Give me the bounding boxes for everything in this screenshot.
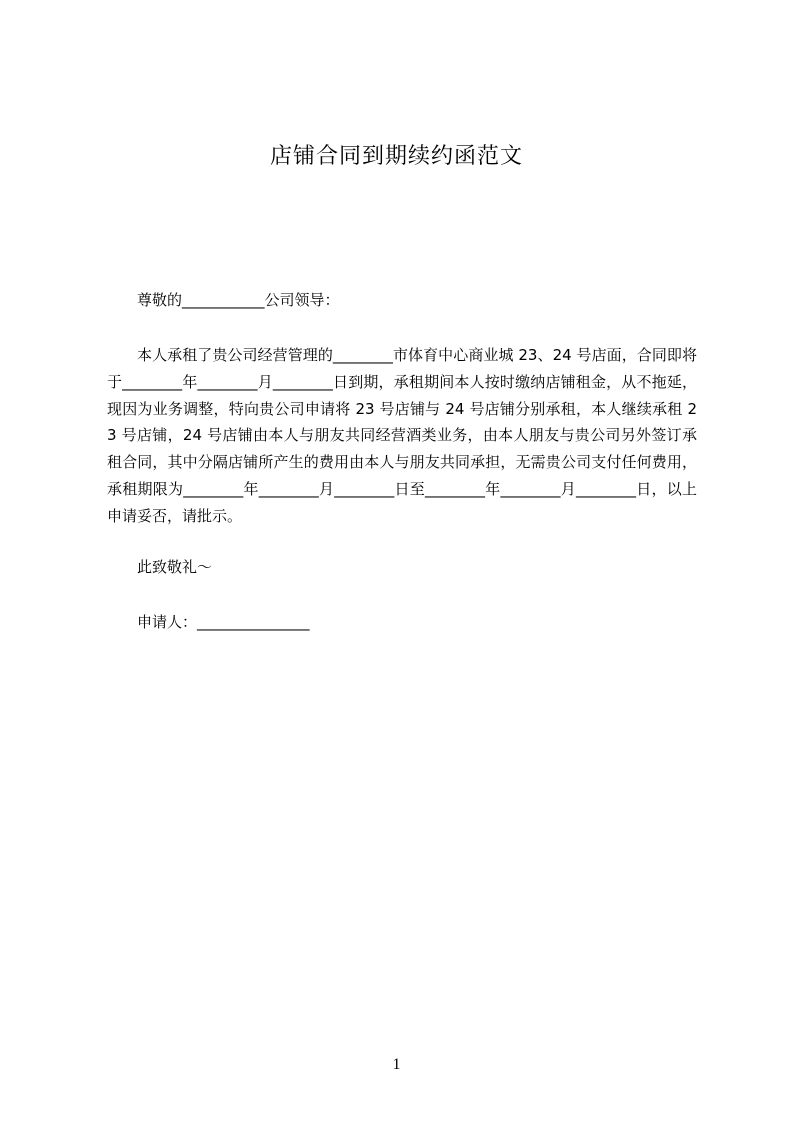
page-number: 1 xyxy=(392,1056,401,1073)
salutation: 尊敬的___________公司领导： xyxy=(137,291,340,309)
document-title: 店铺合同到期续约函范文 xyxy=(269,144,523,169)
signature-line: 申请人：_______________ xyxy=(137,613,310,631)
closing-line: 此致敬礼～ xyxy=(137,558,213,576)
body-paragraph: 本人承租了贵公司经营管理的________市体育中心商业城 23、24 号店面，合同即将于________年________月________日到期，承租期间本人按时缴纳店铺租金，从不拖延，现因为业务调整，特向贵公司申请将 23 号店铺与 24 号店铺分别承租，本人继续承租 23 号店铺，24 号店铺由本人与朋友共同经营酒类业务，由本人朋友与贵公司另外签订承租合同，其中分隔店铺所产生的费用由本人与朋友共同承担，无需贵公司支付任何费用，承租期限为________年________月________日至________年________月________日，以上申请妥否，请批示。 xyxy=(107,346,697,525)
